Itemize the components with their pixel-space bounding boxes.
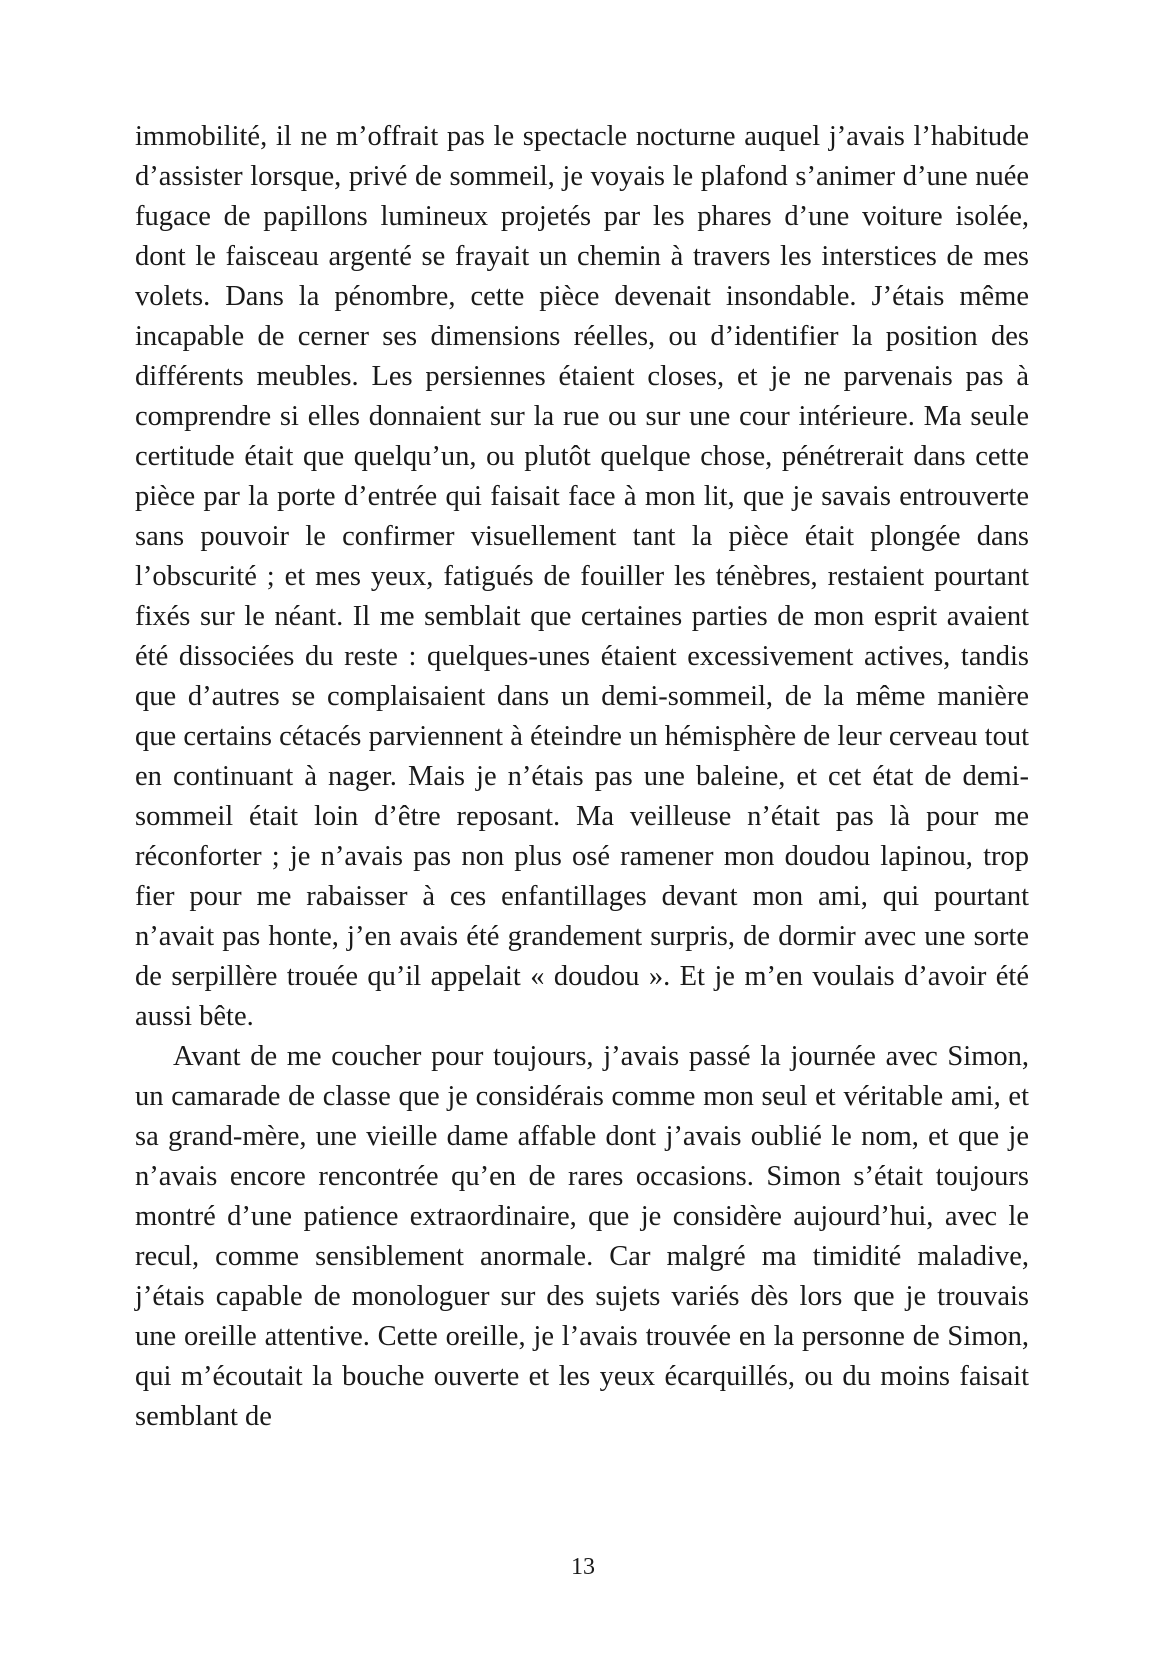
paragraph-continued: immobilité, il ne m’offrait pas le spectacle nocturne auquel j’avais l’habitude d’assister lorsque, privé de sommeil, je voyais le plafond s’animer d’une nuée fugace de papillons lumineux projetés par les phares d’une voiture isolée, dont le faisceau argenté se frayait un chemin à travers les interstices de mes volets. Dans la pénombre, cette pièce devenait insondable. J’étais même incapable de cerner ses dimensions réelles, ou d’identifier la position des différents meubles. Les persiennes étaient closes, et je ne parvenais pas à comprendre si elles donnaient sur la rue ou sur une cour intérieure. Ma seule certitude était que quelqu’un, ou plutôt quelque chose, pénétrerait dans cette pièce par la porte d’entrée qui faisait face à mon lit, que je savais entrouverte sans pouvoir le confirmer visuellement tant la pièce était plongée dans l’obscurité ; et mes yeux, fatigués de fouiller les ténèbres, restaient pourtant fixés sur le néant. Il me semblait que certaines parties de mon esprit avaient été dissociées du reste : quelques-unes étaient excessivement actives, tandis que d’autres se complaisaient dans un demi-sommeil, de la même manière que certains cétacés parviennent à éteindre un hémisphère de leur cerveau tout en continuant à nager. Mais je n’étais pas une baleine, et cet état de demi-sommeil était loin d’être reposant. Ma veilleuse n’était pas là pour me réconforter ; je n’avais pas non plus osé ramener mon doudou lapinou, trop fier pour me rabaisser à ces enfantillages devant mon ami, qui pourtant n’avait pas honte, j’en avais été grandement surpris, de dormir avec une sorte de serpillère trouée qu’il appelait « doudou ». Et je m’en voulais d’avoir été aussi bête. [135,121,1029,1032]
body-text [135,117,1029,1437]
page-number: 13 [571,1554,595,1580]
paragraph: Avant de me coucher pour toujours, j’avais passé la journée avec Simon, un camarade de classe que je considérais comme mon seul et véritable ami, et sa grand-mère, une vieille dame affable dont j’avais oublié le nom, et que je n’avais encore rencontrée qu’en de rares occasions. Simon s’était toujours montré d’une patience extraordinaire, que je considère aujourd’hui, avec le recul, comme sensiblement anormale. Car malgré ma timidité maladive, j’étais capable de monologuer sur des sujets variés dès lors que je trouvais une oreille attentive. Cette oreille, je l’avais trouvée en la personne de Simon, qui m’écoutait la bouche ouverte et les yeux écarquillés, ou du moins faisait semblant de [135,1041,1029,1432]
